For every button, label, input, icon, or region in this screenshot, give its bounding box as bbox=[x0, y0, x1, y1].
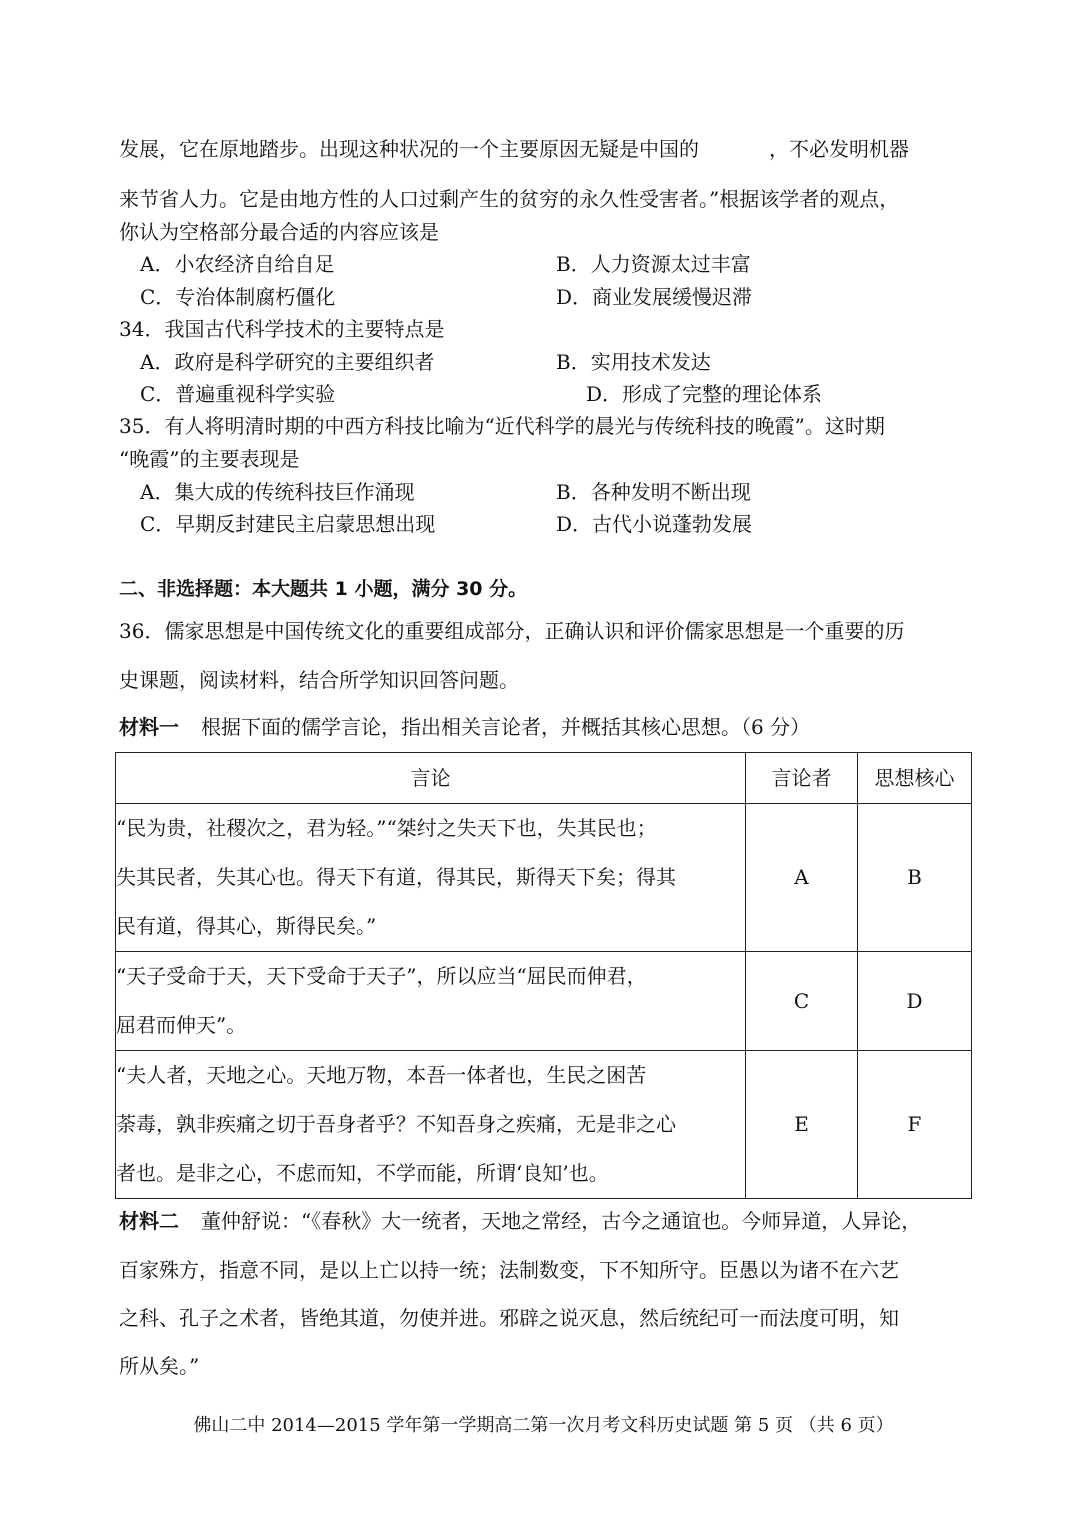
q36-line-2: 史课题，阅读材料，结合所学知识回答问题。 bbox=[119, 668, 519, 692]
statement-cell: “夫人者，天地之心。天地万物，本吾一体者也，生民之困苦 荼毒，孰非疾痛之切于吾身者乎？不知吾身之疾痛，无是非之心 者也。是非之心，不虑而知，不学而能，所谓‘良知’也。 bbox=[116, 1051, 746, 1199]
header-statement: 言论 bbox=[116, 753, 746, 804]
core-cell: D bbox=[858, 952, 972, 1051]
q35-line-1: 35．有人将明清时期的中西方科技比喻为“近代科学的晨光与传统科技的晚霞”。这时期 bbox=[119, 414, 885, 438]
core-cell: B bbox=[858, 804, 972, 952]
speaker-cell: C bbox=[746, 952, 858, 1051]
material-1-table bbox=[115, 752, 972, 1199]
section-heading: 二、非选择题：本大题共 1 小题，满分 30 分。 bbox=[119, 578, 528, 600]
material-2-line-3: 之科、孔子之术者，皆绝其道，勿使并进。邪辟之说灭息，然后统纪可一而法度可明，知 bbox=[119, 1306, 899, 1330]
q34-option-b: B．实用技术发达 bbox=[556, 350, 711, 374]
speaker-cell: E bbox=[746, 1051, 858, 1199]
statement-cell: “民为贵，社稷次之，君为轻。”“桀纣之失天下也，失其民也； 失其民者，失其心也。得天下有道，得其民，斯得天下矣；得其 民有道，得其心，斯得民矣。” bbox=[116, 804, 746, 952]
material-2-line-4: 所从矣。” bbox=[119, 1354, 200, 1378]
page-footer: 佛山二中 2014—2015 学年第一学期高二第一次月考文科历史试题 第 5 页 （共 6 页） bbox=[193, 1415, 894, 1436]
header-speaker: 言论者 bbox=[746, 753, 858, 804]
q34-option-a: A．政府是科学研究的主要组织者 bbox=[140, 350, 435, 374]
header-core: 思想核心 bbox=[858, 753, 972, 804]
q33-option-b: B．人力资源太过丰富 bbox=[556, 252, 751, 276]
material-1-text: 根据下面的儒学言论，指出相关言论者，并概括其核心思想。（6 分） bbox=[201, 715, 811, 739]
q34-stem: 34．我国古代科学技术的主要特点是 bbox=[119, 317, 445, 341]
q33-line-3: 你认为空格部分最合适的内容应该是 bbox=[119, 220, 439, 244]
q36-line-1: 36．儒家思想是中国传统文化的重要组成部分，正确认识和评价儒家思想是一个重要的历 bbox=[119, 619, 905, 643]
q33-option-a: A．小农经济自给自足 bbox=[140, 252, 335, 276]
q35-option-d: D．古代小说蓬勃发展 bbox=[556, 512, 753, 536]
q35-option-c: C．早期反封建民主启蒙思想出现 bbox=[140, 512, 436, 536]
material-2-line-2: 百家殊方，指意不同，是以上亡以持一统；法制数变，下不知所守。臣愚以为诸不在六艺 bbox=[119, 1258, 899, 1282]
table-row bbox=[116, 952, 972, 1051]
q34-option-c: C．普遍重视科学实验 bbox=[140, 382, 336, 406]
core-cell: F bbox=[858, 1051, 972, 1199]
q35-option-a: A．集大成的传统科技巨作涌现 bbox=[140, 480, 415, 504]
q33-line-2: 来节省人力。它是由地方性的人口过剩产生的贫穷的永久性受害者。”根据该学者的观点， bbox=[119, 187, 900, 211]
q35-option-b: B．各种发明不断出现 bbox=[556, 480, 751, 504]
material-2-line-1: 材料二 董仲舒说：“《春秋》大一统者，天地之常经，古今之通谊也。今师异道，人异论， bbox=[119, 1209, 922, 1233]
q35-line-2: “晚霞”的主要表现是 bbox=[119, 447, 300, 471]
q33-option-c: C．专治体制腐朽僵化 bbox=[140, 285, 336, 309]
speaker-cell: A bbox=[746, 804, 858, 952]
material-1-intro bbox=[119, 714, 810, 740]
table-row bbox=[116, 804, 972, 952]
statement-cell: “天子受命于天，天下受命于天子”，所以应当“屈民而伸君， 屈君而伸天”。 bbox=[116, 952, 746, 1051]
q34-option-d: D．形成了完整的理论体系 bbox=[586, 382, 823, 406]
table-header-row bbox=[116, 753, 972, 804]
q33-option-d: D．商业发展缓慢迟滞 bbox=[556, 285, 753, 309]
material-2-label: 材料二 bbox=[119, 1209, 179, 1233]
table-row bbox=[116, 1051, 972, 1199]
material-1-label: 材料一 bbox=[119, 715, 179, 739]
q33-line-1: 发展，它在原地踏步。出现这种状况的一个主要原因无疑是中国的 ，不必发明机器 bbox=[119, 137, 909, 161]
